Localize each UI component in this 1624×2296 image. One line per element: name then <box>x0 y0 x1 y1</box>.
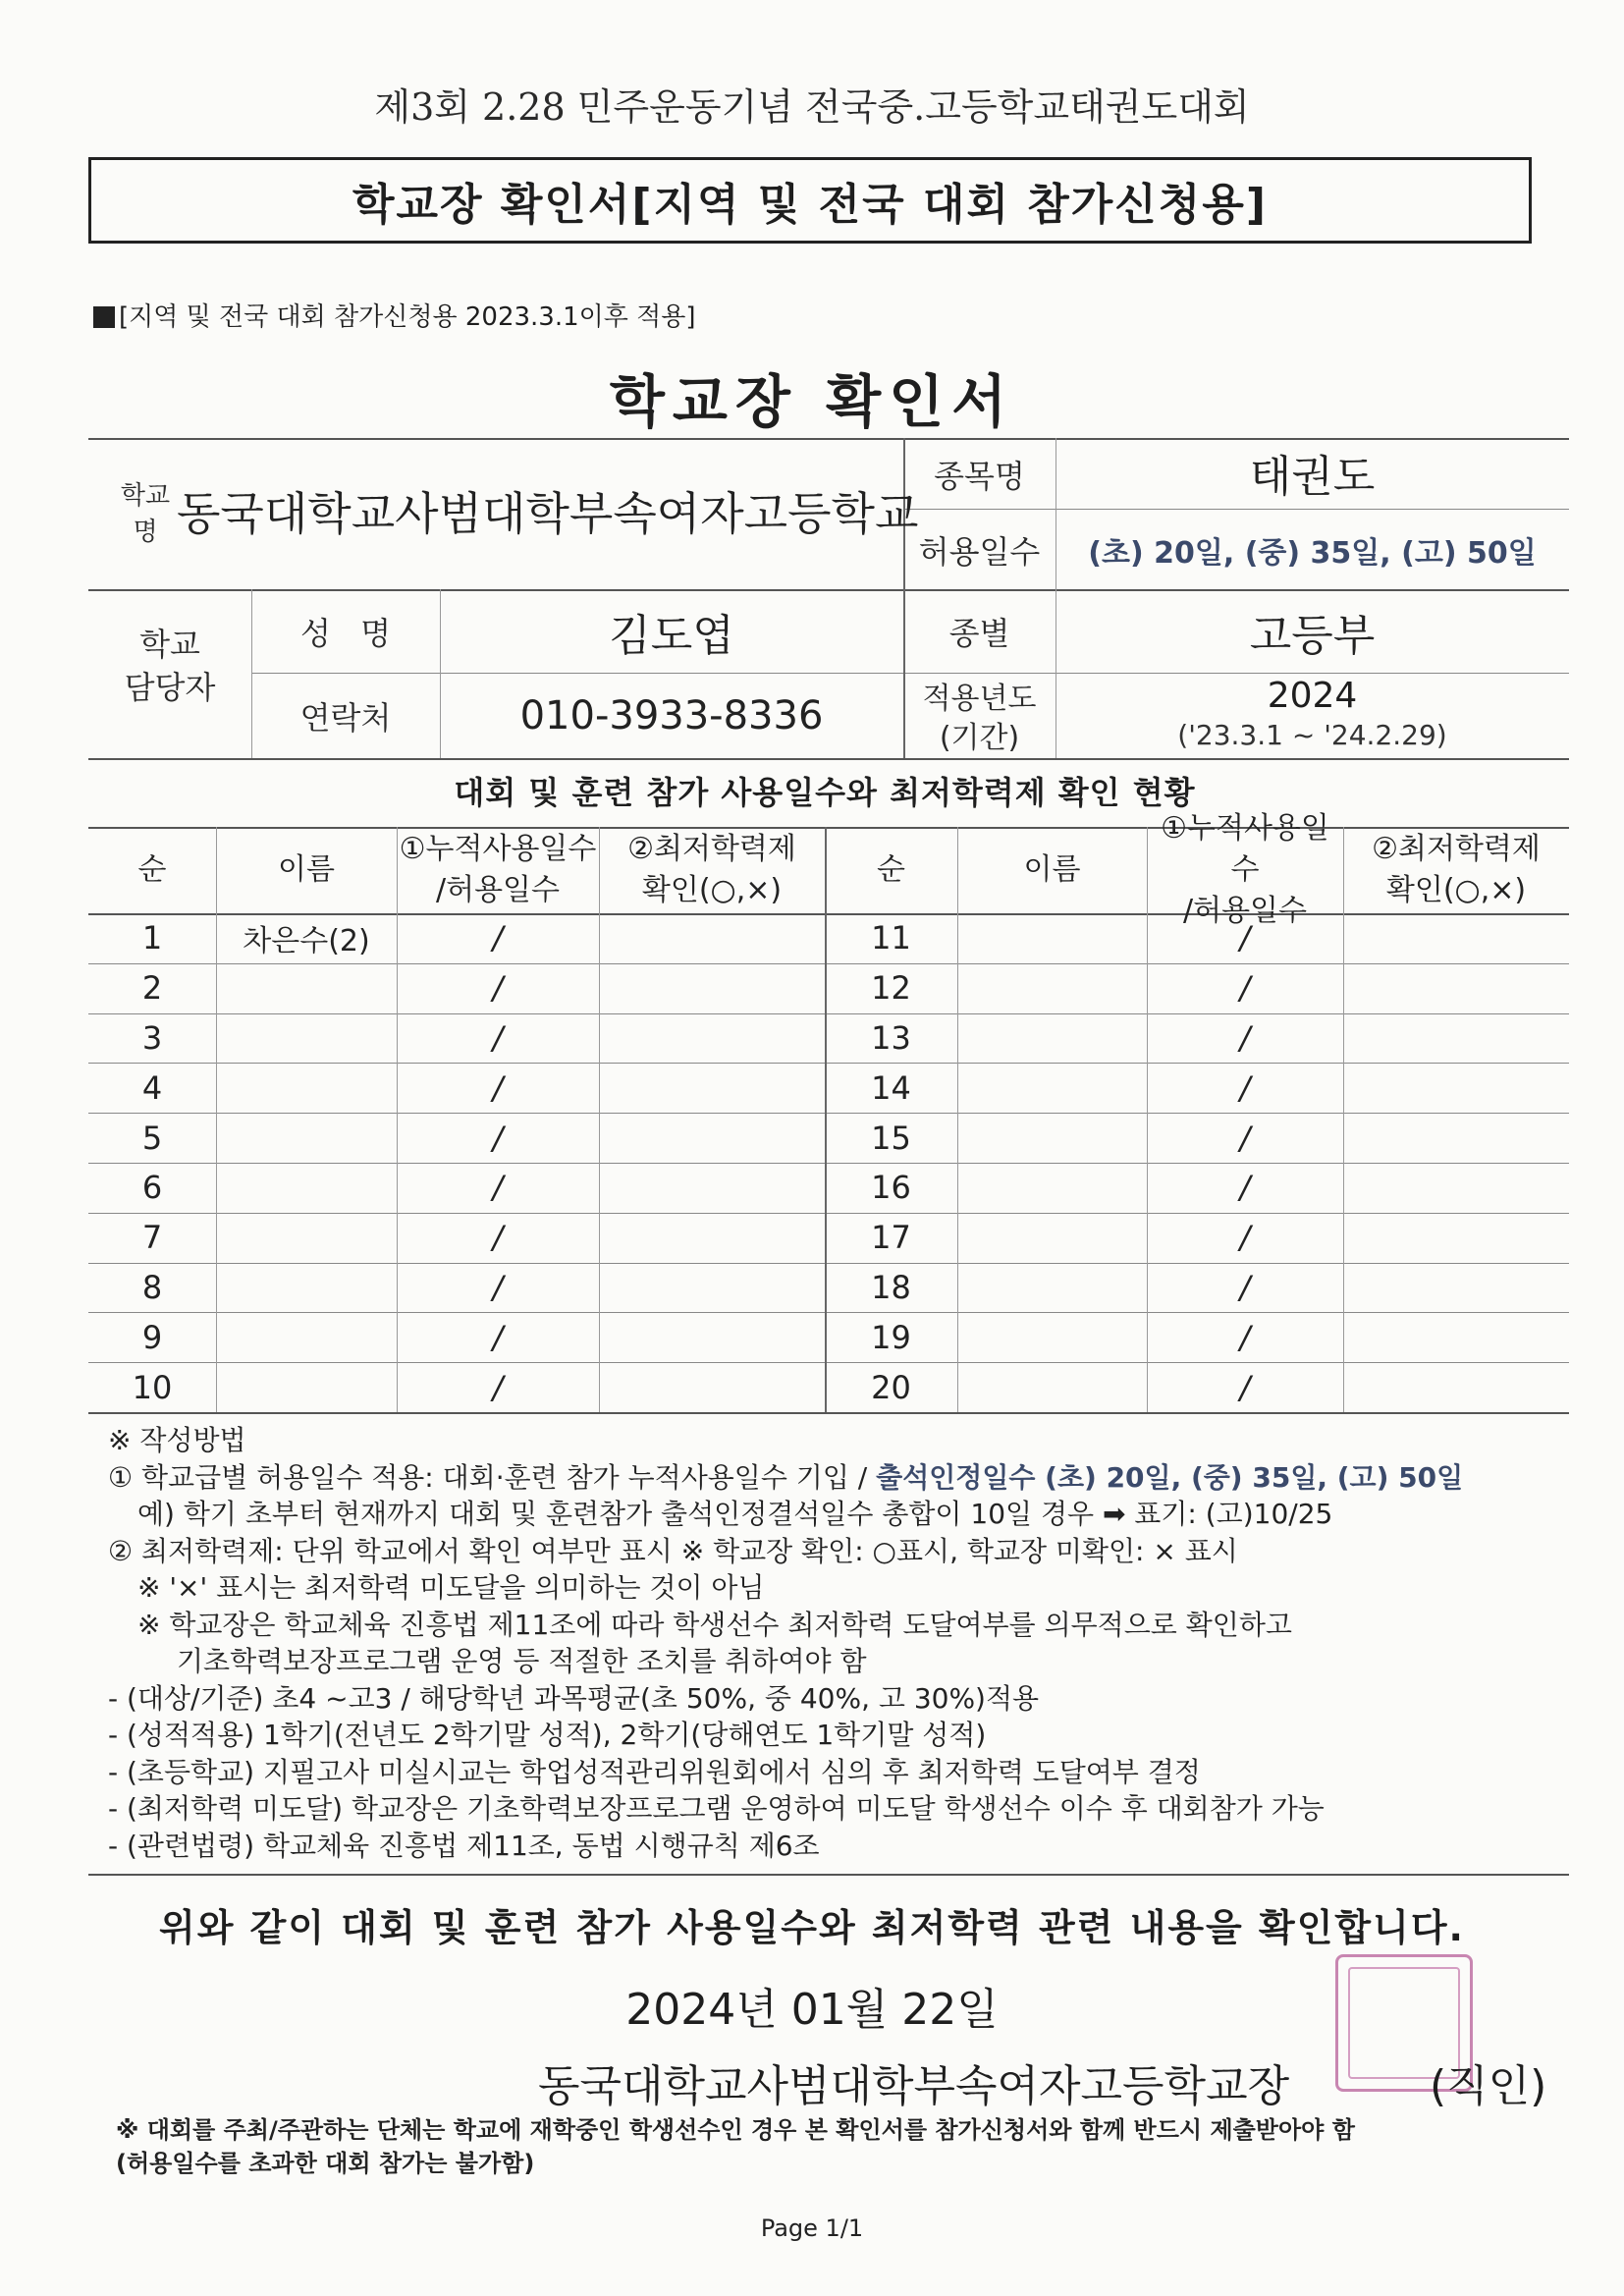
instruction-5: 기초학력보장프로그램 운영 등 적절한 조치를 취하여야 함 <box>177 1645 867 1677</box>
row-name <box>957 1362 1147 1412</box>
row-seq: 17 <box>871 1219 911 1257</box>
instruction-2: ② 최저학력제: 단위 학교에서 확인 여부만 표시 ※ 학교장 확인: ○표시, 학교장 미확인: × 표시 <box>108 1534 1238 1567</box>
row-check <box>1343 913 1569 963</box>
info-line <box>88 589 1569 591</box>
header-min-grade <box>599 830 825 910</box>
row-name <box>216 963 397 1013</box>
row-name <box>957 1312 1147 1362</box>
year-label-line2: (기간) <box>939 721 1020 755</box>
page-number: Page 1/1 <box>760 2214 864 2242</box>
header-used-days-line1: ①누적사용일수 <box>399 832 597 866</box>
principal-name: 동국대학교사범대학부속여자고등학교장 <box>538 2061 1290 2111</box>
row-check <box>1343 1362 1569 1412</box>
instruction-1-example: 예) 학기 초부터 현재까지 대회 및 훈련참가 출석인정결석일수 총합이 10일 경우 ➡ 표기: (고)10/25 <box>137 1498 1333 1530</box>
row-seq: 6 <box>141 1169 163 1207</box>
allowed-days-label: 허용일수 <box>918 533 1041 571</box>
instruction-1-text: ① 학교급별 허용일수 적용: 대회·훈련 참가 누적사용일수 기입 / <box>108 1460 877 1494</box>
row-seq: 1 <box>141 919 163 957</box>
row-check <box>599 1362 825 1412</box>
footer-note-line1: ※ 대회를 주최/주관하는 단체는 학교에 재학중인 학생선수인 경우 본 확인서를 참가신청서와 함께 반드시 제출받아야 함 <box>116 2116 1355 2144</box>
row-seq: 10 <box>132 1368 173 1406</box>
document-heading: 학교장 확인서 <box>609 368 1015 435</box>
name-label: 성 명 <box>300 615 391 652</box>
row-days: / <box>1239 1068 1251 1107</box>
row-name <box>957 913 1147 963</box>
row-check <box>1343 1263 1569 1313</box>
table-row-line <box>88 1412 1569 1414</box>
row-seq: 15 <box>871 1119 911 1157</box>
row-seq: 18 <box>871 1268 911 1306</box>
instruction-10: - (관련법령) 학교체육 진흥법 제11조, 동법 시행규칙 제6조 <box>108 1829 820 1862</box>
row-check <box>599 913 825 963</box>
row-days: / <box>1239 1268 1251 1306</box>
header-used-days-line1: ①누적사용일수 <box>1161 811 1329 887</box>
header-min-grade <box>1343 830 1569 910</box>
row-seq: 12 <box>871 969 911 1008</box>
header-name: 이름 <box>278 852 335 887</box>
header-used-days <box>1147 811 1343 928</box>
row-days: / <box>1239 1219 1251 1257</box>
row-check <box>599 1312 825 1362</box>
row-name <box>216 1063 397 1113</box>
application-note <box>93 297 696 333</box>
header-min-grade-line1: ②최저학력제 <box>627 832 796 866</box>
header-min-grade-line1: ②최저학력제 <box>1372 832 1541 866</box>
main-title: 학교장 확인서[지역 및 전국 대회 참가신청용] <box>352 180 1268 230</box>
row-seq: 20 <box>871 1368 911 1406</box>
row-check <box>1343 1013 1569 1064</box>
header-min-grade-line2: 확인(○,×) <box>641 873 783 907</box>
row-name: 차은수(2) <box>243 924 370 959</box>
row-name <box>957 1163 1147 1213</box>
instruction-8: - (초등학교) 지필고사 미실시교는 학업성적관리위원회에서 심의 후 최저학력 도달여부 결정 <box>108 1755 1201 1788</box>
contact-label: 연락처 <box>299 699 392 737</box>
row-name <box>216 1013 397 1064</box>
row-check <box>1343 1163 1569 1213</box>
notes-bottom-border <box>88 1874 1569 1876</box>
black-square-icon <box>93 306 115 328</box>
category-value: 고등부 <box>1249 611 1376 661</box>
row-days: / <box>1239 919 1251 957</box>
header-min-grade-line2: 확인(○,×) <box>1385 873 1527 907</box>
row-name <box>216 1213 397 1263</box>
header-used-days <box>397 830 599 910</box>
row-seq: 5 <box>141 1119 163 1157</box>
instruction-6: - (대상/기준) 초4 ~고3 / 해당학년 과목평균(초 50%, 중 40%, 고 30%)적용 <box>108 1681 1040 1715</box>
row-days: / <box>492 1318 504 1356</box>
row-check <box>599 1263 825 1313</box>
footer-note <box>116 2113 1355 2180</box>
document-date: 2024년 01월 22일 <box>625 1985 999 2035</box>
row-name <box>216 1362 397 1412</box>
row-seq: 4 <box>141 1068 163 1107</box>
row-check <box>1343 1113 1569 1163</box>
row-days: / <box>1239 969 1251 1008</box>
row-days: / <box>1239 1318 1251 1356</box>
row-name <box>216 1263 397 1313</box>
manager-label-line2: 담당자 <box>124 669 216 706</box>
row-check <box>1343 1063 1569 1113</box>
row-name <box>216 1312 397 1362</box>
instruction-9: - (최저학력 미도달) 학교장은 기초학력보장프로그램 운영하여 미도달 학생선수 이수 후 대회참가 가능 <box>108 1792 1325 1825</box>
year-value: 2024 <box>1267 675 1358 716</box>
instruction-3: ※ '×' 표시는 최저학력 미도달을 의미하는 것이 아님 <box>137 1571 765 1604</box>
table-top-border <box>88 827 1569 829</box>
row-check <box>1343 1213 1569 1263</box>
info-line <box>88 758 1569 760</box>
year-label-line1: 적용년도 <box>922 682 1037 716</box>
row-days: / <box>492 1268 504 1306</box>
row-name <box>957 1113 1147 1163</box>
row-check <box>599 1113 825 1163</box>
row-days: / <box>492 1119 504 1157</box>
instructions <box>108 1422 1551 1864</box>
event-label: 종목명 <box>934 458 1025 495</box>
row-name <box>216 1163 397 1213</box>
row-days: / <box>492 1068 504 1107</box>
application-note-text: [지역 및 전국 대회 참가신청용 2023.3.1이후 적용] <box>119 302 696 332</box>
row-name <box>216 1113 397 1163</box>
row-days: / <box>492 919 504 957</box>
row-seq: 16 <box>871 1169 911 1207</box>
row-days: / <box>492 969 504 1008</box>
main-title-box <box>88 157 1532 244</box>
row-days: / <box>492 1018 504 1057</box>
category-label: 종별 <box>948 615 1010 652</box>
row-seq: 7 <box>141 1219 163 1257</box>
row-name <box>957 1263 1147 1313</box>
seal-label: (직인) <box>1430 2061 1547 2111</box>
row-days: / <box>1239 1018 1251 1057</box>
row-seq: 8 <box>141 1268 163 1306</box>
instruction-4: ※ 학교장은 학교체육 진흥법 제11조에 따라 학생선수 최저학력 도달여부를 의무적으로 확인하고 <box>137 1608 1292 1641</box>
row-days: / <box>1239 1368 1251 1406</box>
row-name <box>957 1063 1147 1113</box>
status-subheading: 대회 및 훈련 참가 사용일수와 최저학력제 확인 현황 <box>454 774 1196 811</box>
row-check <box>599 1213 825 1263</box>
school-name: 동국대학교사범대학부속여자고등학교 <box>177 487 919 540</box>
row-days: / <box>1239 1119 1251 1157</box>
confirmation-statement: 위와 같이 대회 및 훈련 참가 사용일수와 최저학력 관련 내용을 확인합니다. <box>159 1906 1465 1949</box>
header-seq: 순 <box>877 852 905 887</box>
manager-label-line1: 학교 <box>139 626 200 663</box>
header-name: 이름 <box>1023 852 1081 887</box>
row-check <box>1343 963 1569 1013</box>
row-seq: 3 <box>141 1018 163 1057</box>
row-seq: 11 <box>871 919 911 957</box>
header-used-days-line2: /허용일수 <box>1182 894 1308 928</box>
instructions-title: ※ 작성방법 <box>108 1424 246 1456</box>
allowed-days-value: (초) 20일, (중) 35일, (고) 50일 <box>1088 536 1537 571</box>
row-check <box>599 963 825 1013</box>
row-seq: 14 <box>871 1068 911 1107</box>
event-value: 태권도 <box>1249 452 1376 502</box>
row-seq: 13 <box>871 1018 911 1057</box>
row-check <box>599 1063 825 1113</box>
footer-note-line2: (허용일수를 초과한 대회 참가는 불가함) <box>116 2150 535 2177</box>
info-line <box>903 509 1569 510</box>
row-name <box>957 963 1147 1013</box>
row-days: / <box>492 1219 504 1257</box>
row-name <box>957 1213 1147 1263</box>
row-check <box>599 1013 825 1064</box>
row-days: / <box>1239 1169 1251 1207</box>
header-used-days-line2: /허용일수 <box>435 873 561 907</box>
manager-name: 김도엽 <box>609 611 734 661</box>
school-label: 학교명 <box>120 481 171 547</box>
row-seq: 2 <box>141 969 163 1008</box>
header-seq: 순 <box>137 852 167 887</box>
instruction-7: - (성적적용) 1학기(전년도 2학기말 성적), 2학기(당해연도 1학기말 성적) <box>108 1719 987 1751</box>
instruction-1 <box>108 1459 1551 1497</box>
row-seq: 19 <box>871 1318 911 1356</box>
attendance-days-highlight: 출석인정일수 (초) 20일, (중) 35일, (고) 50일 <box>876 1460 1464 1494</box>
row-seq: 9 <box>141 1318 163 1356</box>
row-check <box>1343 1312 1569 1362</box>
row-check <box>599 1163 825 1213</box>
row-days: / <box>492 1169 504 1207</box>
top-title: 제3회 2.28 민주운동기념 전국중.고등학교태권도대회 <box>374 85 1250 129</box>
row-name <box>957 1013 1147 1064</box>
period-value: ('23.3.1 ~ '24.2.29) <box>1177 718 1447 751</box>
row-days: / <box>492 1368 504 1406</box>
info-line <box>251 673 1569 674</box>
contact-value: 010-3933-8336 <box>519 693 824 738</box>
